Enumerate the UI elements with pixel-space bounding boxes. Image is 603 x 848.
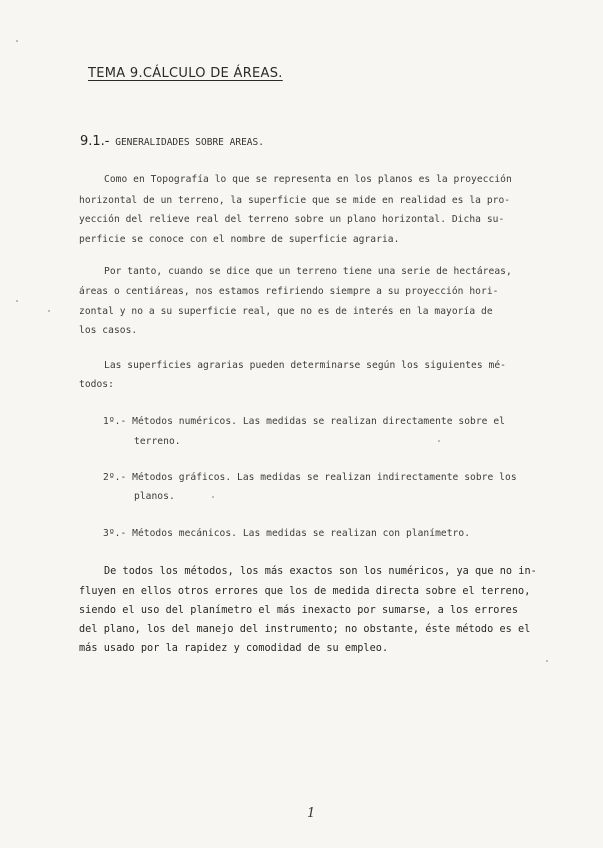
paragraph-1-line-3: yección del relieve real del terreno sobre un plano horizontal. Dicha su-	[79, 214, 505, 225]
section-title: GENERALIDADES SOBRE AREAS.	[115, 137, 264, 148]
page-number: 1	[307, 806, 316, 821]
paragraph-3-line-1: Las superficies agrarias pueden determinarse según los siguientes mé-	[104, 360, 506, 371]
page-title: TEMA 9.CÁLCULO DE ÁREAS.	[88, 66, 283, 81]
method-2-line-1: 2º.- Métodos gráficos. Las medidas se realizan indirectamente sobre los	[103, 472, 517, 483]
scan-speck	[16, 40, 18, 42]
section-number: 9.1.-	[80, 134, 110, 149]
paragraph-2-line-2: áreas o centiáreas, nos estamos refiriendo siempre a su proyección hori-	[79, 286, 499, 297]
conclusion-line-5: más usado por la rapidez y comodidad de su empleo.	[79, 643, 389, 654]
conclusion-line-4: del plano, los del manejo del instrumento; no obstante, éste método es el	[79, 624, 531, 635]
section-heading	[80, 134, 264, 149]
paragraph-1-line-4: perficie se conoce con el nombre de superficie agraria.	[79, 234, 400, 245]
conclusion-line-1: De todos los métodos, los más exactos son los numéricos, ya que no in-	[104, 566, 537, 577]
paragraph-1-line-1: Como en Topografía lo que se representa en los planos es la proyección	[104, 174, 512, 185]
method-1-line-1: 1º.- Métodos numéricos. Las medidas se realizan directamente sobre el	[103, 416, 505, 427]
paragraph-2-line-4: los casos.	[79, 325, 138, 336]
paragraph-3-line-2: todos:	[79, 379, 114, 390]
scan-speck	[16, 300, 18, 302]
scan-speck	[438, 440, 440, 442]
scan-speck	[212, 496, 214, 498]
scan-speck	[546, 660, 548, 662]
scan-speck	[48, 310, 50, 312]
conclusion-line-3: siendo el uso del planímetro el más inexacto por sumarse, a los errores	[79, 605, 519, 616]
paragraph-2-line-1: Por tanto, cuando se dice que un terreno tiene una serie de hectáreas,	[104, 266, 512, 277]
method-1-line-2: terreno.	[134, 436, 181, 447]
method-2-line-2: planos.	[134, 491, 175, 502]
paragraph-1-line-2: horizontal de un terreno, la superficie que se mide en realidad es la pro-	[79, 195, 511, 206]
paragraph-2-line-3: zontal y no a su superficie real, que no es de interés en la mayoría de	[79, 306, 493, 317]
method-3-line-1: 3º.- Métodos mecánicos. Las medidas se realizan con planímetro.	[103, 528, 471, 539]
conclusion-line-2: fluyen en ellos otros errores que los de medida directa sobre el terreno,	[79, 586, 531, 597]
